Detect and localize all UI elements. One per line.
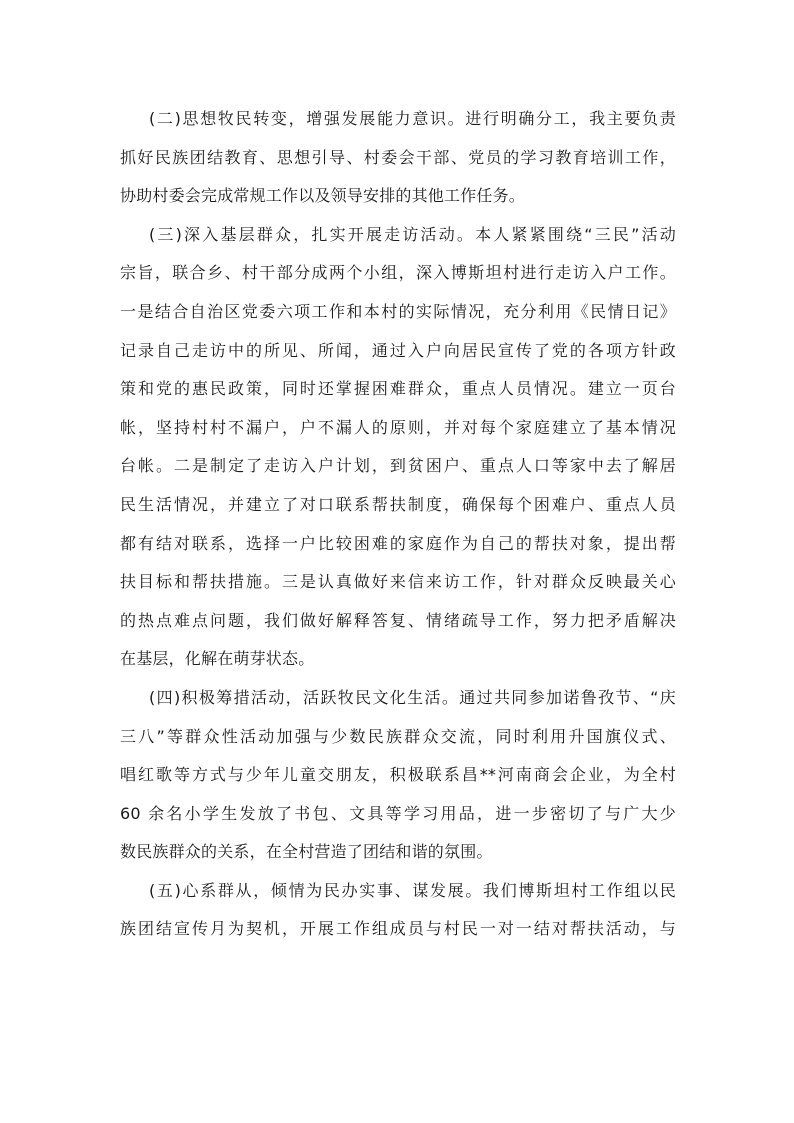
text-line: (二)思想牧民转变，增强发展能力意识。进行明确分工，我主要负责 (149, 109, 676, 128)
text-line: 帐，坚持村村不漏户，户不漏人的原则，并对每个家庭建立了基本情况 (120, 417, 676, 437)
paragraph (120, 100, 676, 216)
text-line: 抓好民族团结教育、思想引导、村委会干部、党员的学习教育培训工作， (120, 147, 676, 167)
paragraph (120, 216, 676, 679)
text-line: 都有结对联系，选择一户比较困难的家庭作为自己的帮扶对象，提出帮 (120, 533, 676, 553)
text-line: 台帐。二是制定了走访入户计划，到贫困户、重点人口等家中去了解居 (120, 456, 676, 476)
text-line: 三八”等群众性活动加强与少数民族群众交流，同时利用升国旗仪式、 (120, 726, 676, 746)
text-line: 数民族群众的关系，在全村营造了团结和谐的氛围。 (120, 842, 493, 862)
text-line: 策和党的惠民政策，同时还掌握困难群众，重点人员情况。建立一页台 (120, 379, 676, 399)
text-line: 民生活情况，并建立了对口联系帮扶制度，确保每个困难户、重点人员 (120, 494, 676, 514)
text-line: 的热点难点问题，我们做好解释答复、情绪疏导工作，努力把矛盾解决 (120, 610, 676, 630)
text-line: 60 余名小学生发放了书包、文具等学习用品，进一步密切了与广大少 (120, 803, 676, 823)
text-line: 协助村委会完成常规工作以及领导安排的其他工作任务。 (120, 186, 526, 206)
text-line: (四)积极筹措活动，活跃牧民文化生活。通过共同参加诺鲁孜节、“庆 (149, 687, 676, 707)
text-line: 族团结宣传月为契机，开展工作组成员与村民一对一结对帮扶活动，与 (120, 919, 676, 939)
text-line: 宗旨，联合乡、村干部分成两个小组，深入博斯坦村进行走访入户工作。 (120, 263, 676, 283)
text-line: 在基层，化解在萌芽状态。 (120, 649, 315, 669)
text-line: (三)深入基层群众，扎实开展走访活动。本人紧紧围绕“三民”活动 (149, 224, 676, 244)
text-line: 扶目标和帮扶措施。三是认真做好来信来访工作，针对群众反映最关心 (120, 572, 676, 592)
text-line: (五)心系群从，倾情为民办实事、谋发展。我们博斯坦村工作组以民 (149, 880, 676, 900)
paragraph (120, 872, 676, 949)
text-line: 唱红歌等方式与少年儿童交朋友，积极联系昌**河南商会企业，为全村 (120, 765, 676, 785)
text-line: 记录自己走访中的所见、所闻，通过入户向居民宣传了党的各项方针政 (120, 340, 676, 360)
document-body (120, 100, 676, 949)
paragraph (120, 679, 676, 872)
text-line: 一是结合自治区党委六项工作和本村的实际情况，充分利用《民情日记》 (120, 301, 676, 321)
